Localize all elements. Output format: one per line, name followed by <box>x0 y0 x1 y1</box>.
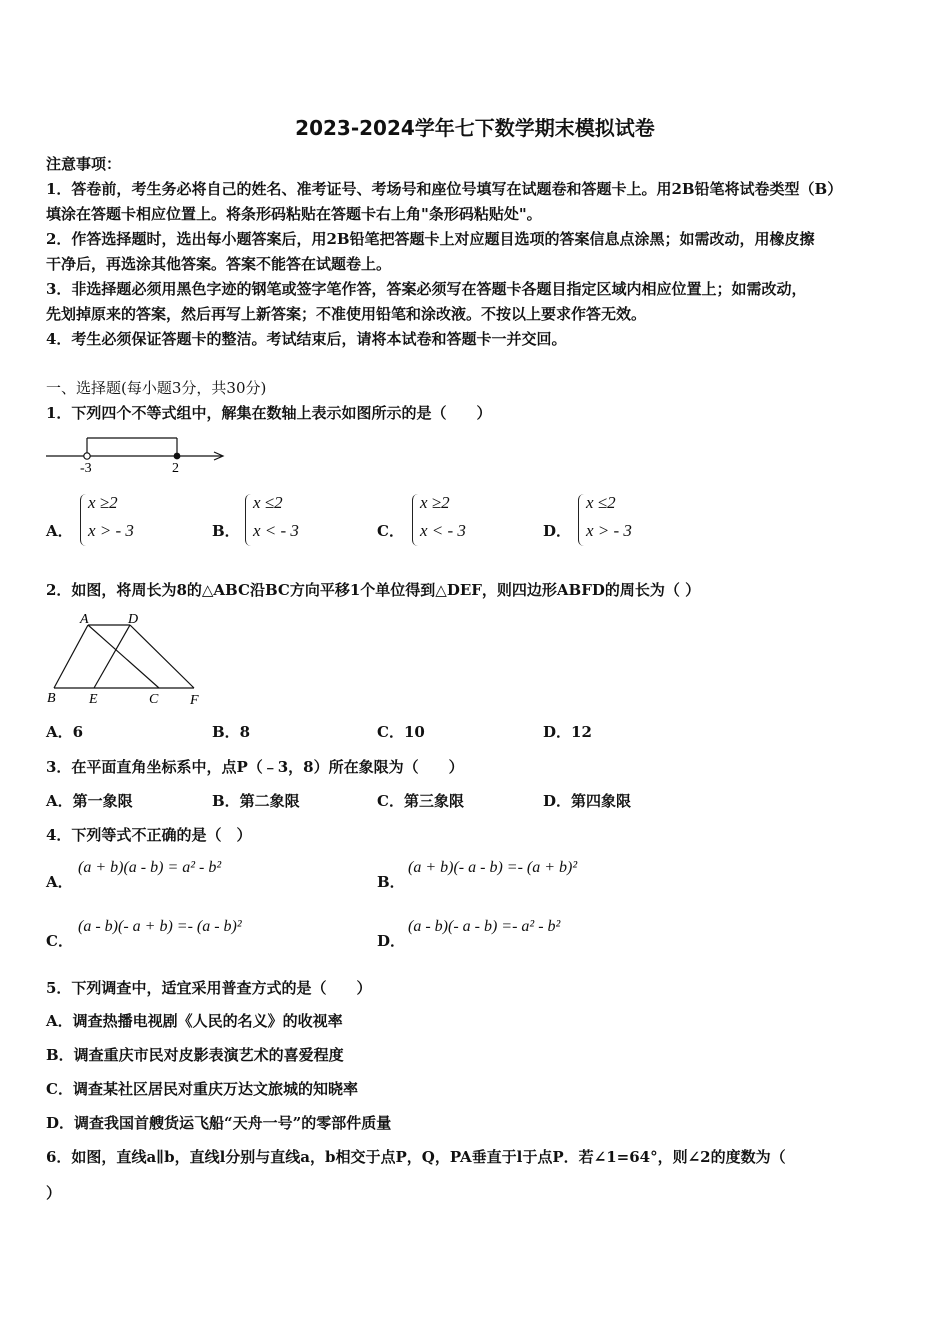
q4-option-c-label: C． <box>46 932 73 950</box>
point-label-e: E <box>89 692 98 707</box>
question-4-stem: 4．下列等式不正确的是（ ） <box>46 826 252 844</box>
q5-option-b: B．调查重庆市民对皮影表演艺术的喜爱程度 <box>46 1046 344 1064</box>
notice-line: 3．非选择题必须用黑色字迹的钢笔或签字笔作答，答案必须写在答题卡各题目指定区域内相应位置上；如需改动， <box>46 280 807 298</box>
question-5-stem: 5．下列调查中，适宜采用普查方式的是（ ） <box>46 979 372 997</box>
notice-line: 先划掉原来的答案，然后再写上新答案；不准使用铅笔和涂改液。不按以上要求作答无效。 <box>46 305 647 323</box>
q3-option-c: C．第三象限 <box>377 792 464 810</box>
brace-c <box>412 494 419 546</box>
option-a-label: A． <box>46 522 73 540</box>
question-6-stem: 6．如图，直线a∥b，直线l分别与直线a，b相交于点P，Q，PA垂直于l于点P．若∠1=64°，则∠2的度数为（ <box>46 1148 786 1166</box>
q5-option-c: C．调查某社区居民对重庆万达文旅城的知晓率 <box>46 1080 358 1098</box>
q3-option-b: B．第二象限 <box>212 792 300 810</box>
option-a-bottom: x > - 3 <box>88 521 134 540</box>
question-6-stem-end: ） <box>46 1184 62 1202</box>
q4-option-a-label: A． <box>46 873 73 891</box>
q2-option-c: C．10 <box>377 723 425 741</box>
question-2-stem: 2．如图，将周长为8的△ABC沿BC方向平移1个单位得到△DEF，则四边形ABFD的周长为（ ） <box>46 581 701 599</box>
triangle-translation-figure <box>44 608 214 710</box>
point-label-d: D <box>128 612 139 627</box>
option-a-top: x ≥2 <box>88 493 118 512</box>
option-d-label: D． <box>543 522 572 540</box>
number-line-figure <box>40 430 240 478</box>
point-label-f: F <box>190 693 199 708</box>
notice-line: 1．答卷前，考生务必将自己的姓名、准考证号、考场号和座位号填写在试题卷和答题卡上。用2B铅笔将试卷类型（B） <box>46 180 843 198</box>
question-3-stem: 3．在平面直角坐标系中，点P（﹣3，8）所在象限为（ ） <box>46 758 464 776</box>
option-c-bottom: x < - 3 <box>420 521 466 540</box>
brace-b <box>245 494 252 546</box>
q4-option-b-expr: (a + b)(- a - b) =- (a + b)² <box>408 859 578 876</box>
axis-label-2: 2 <box>172 461 179 476</box>
notice-heading: 注意事项： <box>46 155 122 173</box>
q4-option-a-expr: (a + b)(a - b) = a² - b² <box>78 859 222 876</box>
notice-line: 4．考生必须保证答题卡的整洁。考试结束后，请将本试卷和答题卡一并交回。 <box>46 330 567 348</box>
q4-option-c-expr: (a - b)(- a + b) =- (a - b)² <box>78 918 242 935</box>
notice-line: 填涂在答题卡相应位置上。将条形码粘贴在答题卡右上角"条形码粘贴处"。 <box>46 205 542 223</box>
option-d-top: x ≤2 <box>586 493 616 512</box>
point-label-b: B <box>47 691 56 706</box>
notice-line: 2．作答选择题时，选出每小题答案后，用2B铅笔把答题卡上对应题目选项的答案信息点涂黑；如需改动，用橡皮擦 <box>46 230 815 248</box>
axis-label-minus3: -3 <box>80 461 92 476</box>
option-b-label: B． <box>212 522 240 540</box>
q2-option-d: D．12 <box>543 723 592 741</box>
point-label-c: C <box>149 692 159 707</box>
option-c-label: C． <box>377 522 404 540</box>
point-label-a: A <box>80 612 89 627</box>
q2-option-b: B．8 <box>212 723 251 741</box>
q3-option-d: D．第四象限 <box>543 792 632 810</box>
option-b-bottom: x < - 3 <box>253 521 299 540</box>
q4-option-d-label: D． <box>377 932 406 950</box>
q4-option-d-expr: (a - b)(- a - b) =- a² - b² <box>408 918 561 935</box>
question-1-stem: 1．下列四个不等式组中，解集在数轴上表示如图所示的是（ ） <box>46 404 492 422</box>
option-c-top: x ≥2 <box>420 493 450 512</box>
brace-d <box>578 494 585 546</box>
q3-option-a: A．第一象限 <box>46 792 133 810</box>
page-title: 2023-2024学年七下数学期末模拟试卷 <box>295 116 655 140</box>
section-heading: 一、选择题(每小题3分，共30分) <box>46 379 267 397</box>
q2-option-a: A．6 <box>46 723 84 741</box>
brace-a <box>80 494 87 546</box>
q4-option-b-label: B． <box>377 873 405 891</box>
notice-line: 干净后，再选涂其他答案。答案不能答在试题卷上。 <box>46 255 392 273</box>
option-b-top: x ≤2 <box>253 493 283 512</box>
q5-option-a: A．调查热播电视剧《人民的名义》的收视率 <box>46 1012 343 1030</box>
q5-option-d: D．调查我国首艘货运飞船“天舟一号”的零部件质量 <box>46 1114 392 1132</box>
option-d-bottom: x > - 3 <box>586 521 632 540</box>
